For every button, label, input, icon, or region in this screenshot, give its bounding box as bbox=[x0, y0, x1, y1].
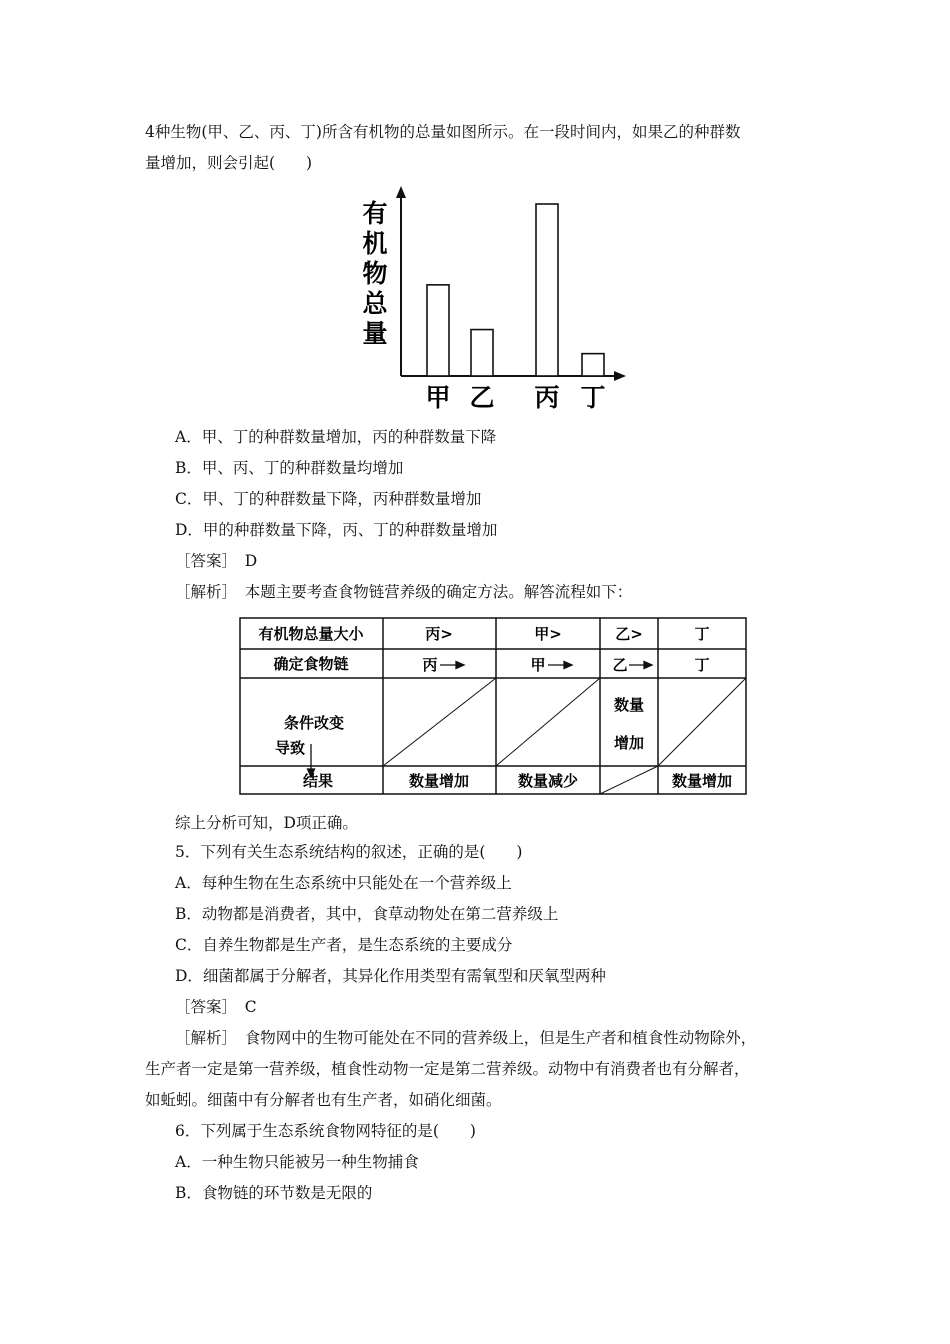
table-header-cell: 甲> bbox=[534, 625, 562, 643]
table-header-cell: 丙> bbox=[425, 625, 453, 643]
q5-answer: ［答案］ C bbox=[175, 998, 257, 1016]
table-result-cell: 数量增加 bbox=[408, 772, 470, 790]
bar-jia bbox=[427, 285, 449, 376]
q4-option-a: A．甲、丁的种群数量增加，丙的种群数量下降 bbox=[175, 428, 497, 446]
q6-stem: 6．下列属于生态系统食物网特征的是( ) bbox=[175, 1122, 476, 1140]
x-tick-label: 乙 bbox=[469, 383, 495, 410]
y-axis-label-char: 有 bbox=[362, 199, 388, 228]
table-yi-condition: 增加 bbox=[613, 734, 645, 752]
q4-option-d: D．甲的种群数量下降，丙、丁的种群数量增加 bbox=[175, 521, 498, 539]
bar-bing bbox=[536, 204, 558, 376]
q5-option-c: C．自养生物都是生产者，是生态系统的主要成分 bbox=[175, 936, 513, 954]
q5-option-a: A．每种生物在生态系统中只能处在一个营养级上 bbox=[175, 874, 512, 892]
y-axis-label-char: 机 bbox=[362, 229, 388, 258]
q6-option-b: B．食物链的环节数是无限的 bbox=[175, 1184, 373, 1202]
q5-option-d: D．细菌都属于分解者，其异化作用类型有需氧型和厌氧型两种 bbox=[175, 967, 606, 985]
bar-ding bbox=[582, 354, 604, 376]
q5-analysis-line1: ［解析］ 食物网中的生物可能处在不同的营养级上，但是生产者和植食性动物除外， bbox=[175, 1029, 757, 1047]
y-axis-label-char: 物 bbox=[362, 259, 388, 288]
q4-option-b: B．甲、丙、丁的种群数量均增加 bbox=[175, 459, 404, 477]
bar-yi bbox=[471, 330, 493, 376]
y-axis-label-char: 总 bbox=[362, 289, 388, 318]
y-axis-arrow bbox=[396, 186, 406, 198]
q5-stem: 5．下列有关生态系统结构的叙述，正确的是( ) bbox=[175, 843, 523, 861]
table-chain-cell: 甲 bbox=[530, 656, 546, 674]
q6-option-a: A．一种生物只能被另一种生物捕食 bbox=[175, 1153, 419, 1171]
q4-analysis: ［解析］ 本题主要考查食物链营养级的确定方法。解答流程如下： bbox=[175, 583, 633, 601]
food-chain-analysis-table bbox=[238, 616, 748, 796]
q5-analysis-line2: 生产者一定是第一营养级，植食性动物一定是第二营养级。动物中有消费者也有分解者， bbox=[145, 1060, 750, 1078]
x-axis-arrow bbox=[614, 371, 626, 381]
arrow-right-icon bbox=[440, 662, 464, 669]
q5-analysis-line3: 如蚯蚓。细菌中有分解者也有生产者，如硝化细菌。 bbox=[145, 1091, 502, 1109]
table-chain-cell: 丁 bbox=[694, 656, 710, 674]
table-cause-label: 导致 bbox=[274, 739, 306, 757]
q4-stem-line1: 4种生物(甲、乙、丙、丁)所含有机物的总量如图所示。在一段时间内，如果乙的种群数 bbox=[145, 123, 741, 141]
x-tick-label: 丁 bbox=[580, 383, 606, 410]
x-tick-label: 丙 bbox=[534, 383, 560, 410]
q4-stem-line2: 量增加，则会引起( ) bbox=[145, 154, 313, 172]
q4-option-c: C．甲、丁的种群数量下降，丙种群数量增加 bbox=[175, 490, 482, 508]
y-axis-label-char: 量 bbox=[362, 319, 388, 348]
table-header-cell: 乙> bbox=[615, 625, 643, 643]
x-tick-label: 甲 bbox=[425, 383, 451, 410]
q4-conclusion: 综上分析可知，D项正确。 bbox=[175, 814, 358, 832]
table-header-label: 有机物总量大小 bbox=[258, 625, 364, 643]
arrow-right-icon bbox=[548, 662, 572, 669]
table-yi-condition: 数量 bbox=[613, 696, 645, 714]
table-condition-label: 条件改变 bbox=[283, 714, 345, 732]
organic-matter-bar-chart bbox=[350, 182, 640, 410]
table-chain-label: 确定食物链 bbox=[273, 655, 349, 673]
table-chain-cell: 丙 bbox=[422, 656, 438, 674]
table-result-label: 结果 bbox=[302, 772, 334, 790]
arrow-right-icon bbox=[629, 662, 652, 669]
diagonal-slash bbox=[658, 678, 746, 766]
diagonal-slash bbox=[600, 766, 658, 794]
diagonal-slash bbox=[383, 678, 496, 766]
table-result-cell: 数量增加 bbox=[671, 772, 733, 790]
q5-option-b: B．动物都是消费者，其中，食草动物处在第二营养级上 bbox=[175, 905, 559, 923]
table-result-cell: 数量减少 bbox=[517, 772, 579, 790]
diagonal-slash bbox=[496, 678, 600, 766]
q4-answer: ［答案］ D bbox=[175, 552, 258, 570]
table-chain-cell: 乙 bbox=[612, 656, 628, 674]
table-header-cell: 丁 bbox=[694, 625, 710, 643]
